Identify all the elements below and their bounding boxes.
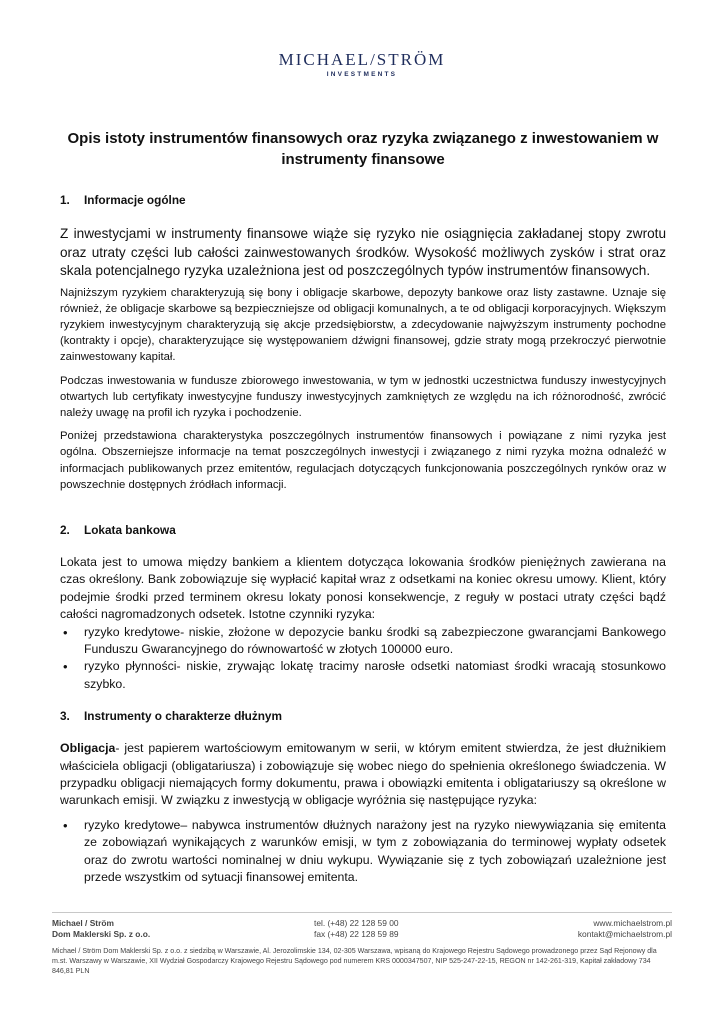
section-number: 1. [60, 193, 70, 207]
section1-paragraph-1: Najniższym ryzykiem charakteryzują się bony i obligacje skarbowe, depozyty bankowe oraz listy zastawne. Uznaje się również, że obligacje skarbowe są bezpieczniejsze od obligacji komunalnych, a te od obligacji korporacyjnych. Większym ryzykiem inwestycyjnym charakteryzują się akcje przedsiębiorstw, a zdecydowanie najwyższym instrumenty pochodne (kontrakty i opcje), charakteryzujące się występowaniem dźwigni finansowej, gdzie straty mogą przekroczyć pierwotnie zainwestowany kapitał. [60, 286, 666, 364]
section-heading-2 [60, 522, 666, 538]
section-heading-3 [60, 708, 666, 724]
footer-legal-text: Michael / Ström Dom Maklerski Sp. z o.o. z siedzibą w Warszawie, Al. Jerozolimskie 134, 02-305 Warszawa, wpisaną do Krajowego Rejestru Sądowego prowadzonego przez Sąd Rejonowy dla m.st. Warszawy w Warszawie, XII Wydział Gospodarczy Krajowego Rejestru Sądowego pod numerem KRS 0000347507, NIP 525-247-22-15, REGON nr 142-261-319, Kapitał zakładowy 734 846,81 PLN [52, 947, 657, 975]
list-item: • ryzyko płynności- niskie, zrywając lokatę tracimy narosłe odsetki natomiast środki wracają stosunkowo szybko. [60, 658, 666, 693]
term-obligacja: Obligacja [60, 741, 116, 756]
section-title: Instrumenty o charakterze dłużnym [84, 709, 282, 724]
section1-paragraph-3: Poniżej przedstawiona charakterystyka poszczególnych instrumentów finansowych i powiązane z nimi ryzyka jest ogólna. Obszerniejsze informacje na temat poszczególnych inwestycji i związanego z nimi ryzyka można odnaleźć w informacjach publikowanych przez emitentów, regulacjach dotyczących funkcjonowania poszczególnych rynków oraz w powszechnie dostępnych źródłach informacji. [60, 430, 666, 491]
footer-row-1 [52, 918, 672, 929]
footer-company-name: Michael / Ström [52, 918, 114, 928]
section-number: 2. [60, 522, 70, 537]
footer-company-type: Dom Maklerski Sp. z o.o. [52, 929, 151, 939]
list-item: • ryzyko kredytowe- niskie, złożone w depozycie banku środki są zabezpieczone gwarancjami Bankowego Funduszu Gwarancyjnego do równowartość w złotych 100000 euro. [60, 624, 666, 659]
section-heading-1 [60, 192, 666, 208]
footer-email-link[interactable]: kontakt@michaelstrom.pl [577, 929, 672, 939]
section-title: Informacje ogólne [84, 193, 186, 207]
footer-row-2 [52, 929, 672, 940]
section2-risk-list [60, 624, 666, 694]
section1-paragraph-2: Podczas inwestowania w fundusze zbiorowego inwestowania, w tym w jednostki uczestnictwa funduszy inwestycyjnych otwartych lub certyfikaty inwestycyjne funduszy inwestycyjnych zamkniętych ze względu na ich różnorodność, zwrócić należy uwagę na profil ich ryzyka i pochodzenie. [60, 374, 666, 419]
section1-lead-paragraph: Z inwestycjami w instrumenty finansowe wiąże się ryzyko nie osiągnięcia zakładanej stopy zwrotu oraz utraty części lub całości zainwestowanych środków. Wysokość możliwych zysków i strat oraz skala potencjalnego ryzyka uzależniona jest od poszczególnych typów instrumentów finansowych. [60, 226, 666, 278]
list-item: • ryzyko kredytowe– nabywca instrumentów dłużnych narażony jest na ryzyko niewywiązania się emitenta ze zobowiązań wynikających z warunków emisji, w tym z zobowiązania do terminowej wypłaty odsetek oraz do zwrotu wartości nominalnej w dniu wykupu. Wywiązanie się z tych zobowiązań uzależnione jest przede wszystkim od sytuacji finansowej emitenta. [60, 817, 666, 887]
page-footer [52, 912, 672, 976]
section3-risk-list [60, 817, 666, 887]
logo-subtitle: INVESTMENTS [326, 71, 398, 78]
section3-paragraph-1 [60, 740, 666, 810]
section-number: 3. [60, 709, 70, 724]
section2-paragraph-1: Lokata jest to umowa między bankiem a klientem dotycząca lokowania środków pieniężnych zawierana na czas określony. Bank zobowiązuje się wypłacić kapitał wraz z odsetkami na koniec okresu umowy. Klient, który podejmie środki przed terminem okresu lokaty ponosi konsekwencje, z reguły w postaci utraty części bądź całości nagromadzonych odsetek. Istotne czynniki ryzyka: [60, 554, 666, 622]
document-title: Opis istoty instrumentów finansowych oraz ryzyka związanego z inwestowaniem w instrumenty finansowe [67, 130, 659, 168]
company-logo [0, 50, 724, 79]
term-definition: - jest papierem wartościowym emitowanym w serii, w którym emitent stwierdza, że jest dłużnikiem właściciela obligacji (obligatariusza) i zobowiązuje się wobec niego do spełnienia określonego świadczenia. W przypadku obligacji niemających formy dokumentu, prawa i obowiązki emitenta i obligatariuszy są określone w warunkach emisji. W związku z inwestycją w obligacje wyróżnia się następujące ryzyka: [60, 741, 666, 808]
logo-name: MICHAEL/STRÖM [278, 50, 446, 69]
document-body [60, 128, 666, 886]
footer-fax: fax (+48) 22 128 59 89 [314, 929, 399, 939]
footer-website-link[interactable]: www.michaelstrom.pl [593, 918, 672, 928]
footer-phone: tel. (+48) 22 128 59 00 [314, 918, 399, 928]
footer-divider [52, 912, 672, 913]
section-title: Lokata bankowa [84, 522, 176, 537]
